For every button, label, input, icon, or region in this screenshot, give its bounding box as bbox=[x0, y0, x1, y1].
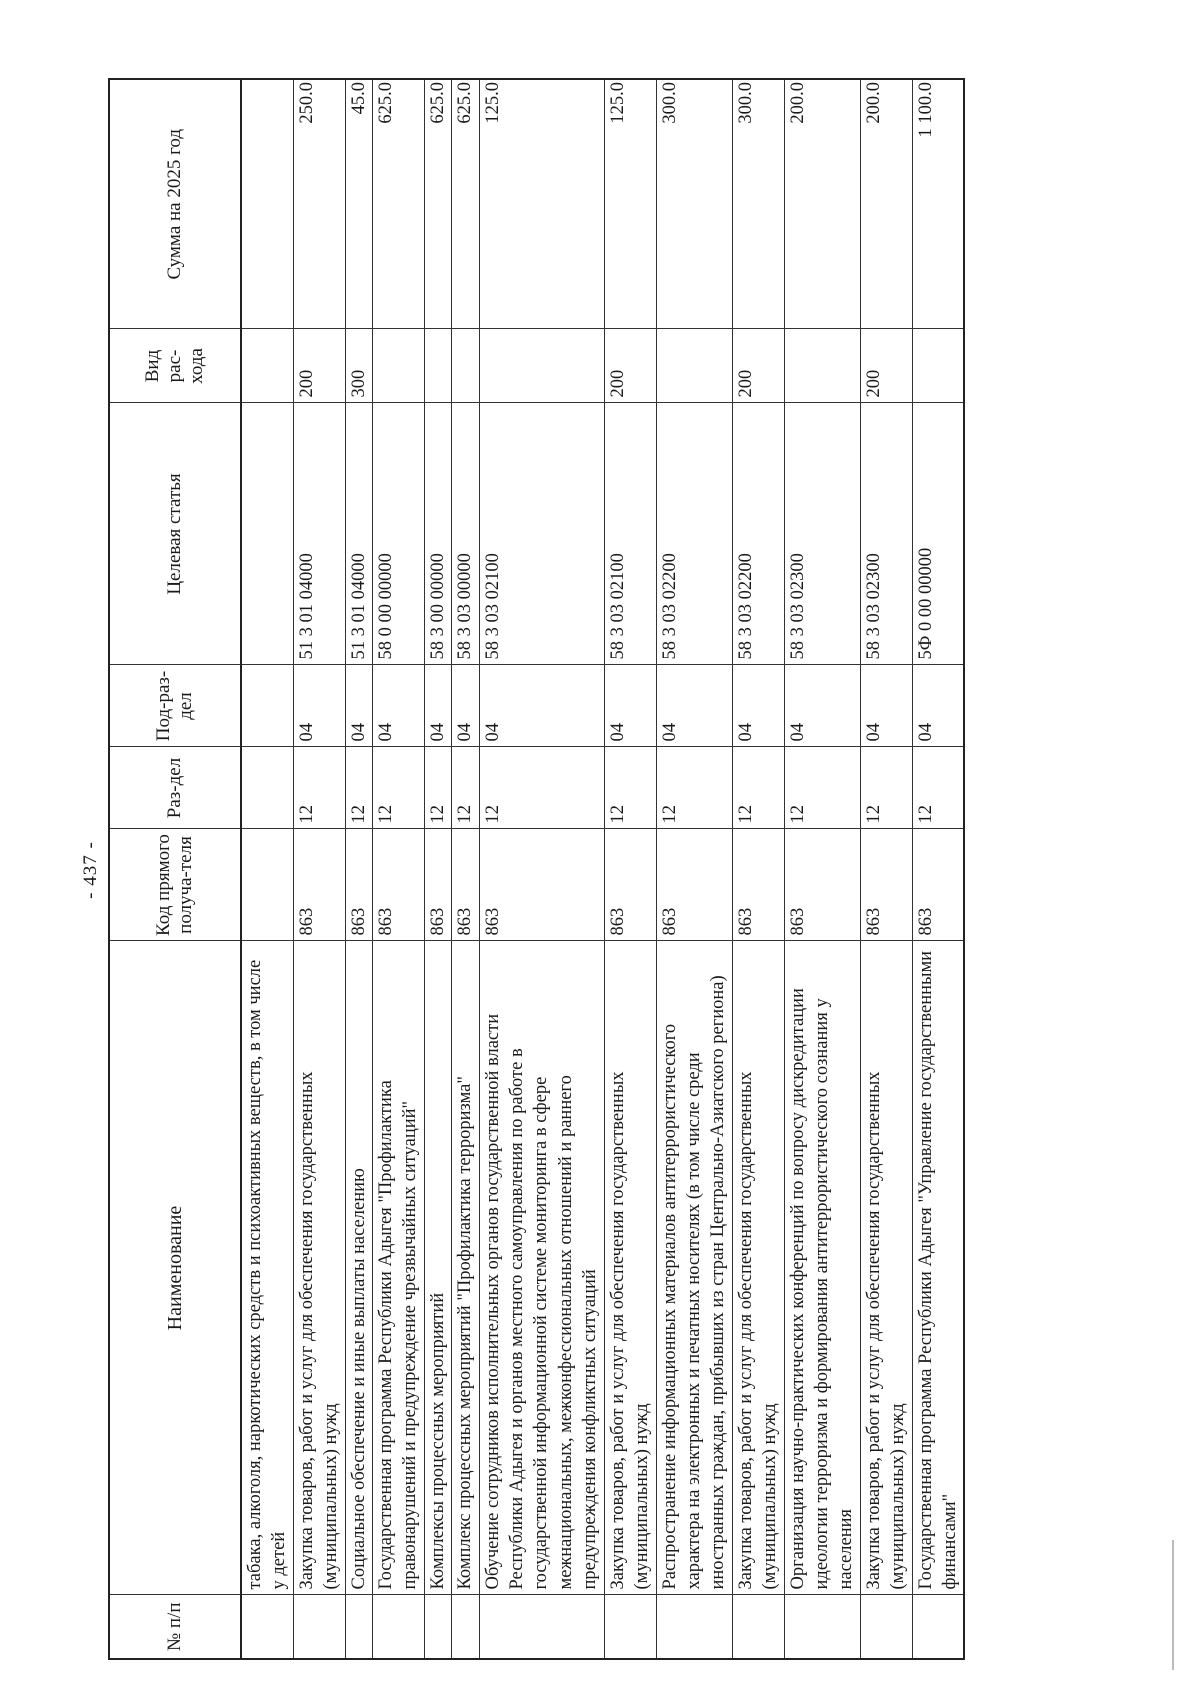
cell-celevaya: 58 3 03 02200 bbox=[732, 403, 784, 665]
cell-vid bbox=[241, 329, 293, 403]
header-razdel: Раз-дел bbox=[109, 747, 241, 829]
cell-celevaya: 5Ф 0 00 00000 bbox=[912, 403, 964, 665]
cell-razdel: 12 bbox=[373, 747, 425, 829]
table-row bbox=[912, 79, 964, 1659]
cell-no bbox=[732, 1595, 784, 1659]
cell-podrazdel: 04 bbox=[293, 665, 345, 747]
cell-name: Распространение информационных материалов антитеррористического характера на электронных и печатных носителях (в том числе среди иностранных граждан, прибывших из стран Центрально-Азиатского региона) bbox=[656, 941, 732, 1595]
cell-razdel: 12 bbox=[479, 747, 604, 829]
cell-razdel: 12 bbox=[424, 747, 451, 829]
cell-celevaya: 58 0 00 00000 bbox=[373, 403, 425, 665]
cell-name: Закупка товаров, работ и услуг для обеспечения государственных (муниципальных) нужд bbox=[732, 941, 784, 1595]
cell-summa: 300.0 bbox=[656, 79, 732, 329]
cell-code: 863 bbox=[912, 829, 964, 941]
cell-no bbox=[479, 1595, 604, 1659]
cell-razdel: 12 bbox=[452, 747, 479, 829]
cell-summa: 45.0 bbox=[345, 79, 372, 329]
table-row bbox=[424, 79, 451, 1659]
cell-vid bbox=[479, 329, 604, 403]
budget-table bbox=[108, 78, 965, 1660]
header-code: Код прямого получа-теля bbox=[109, 829, 241, 941]
cell-summa: 625.0 bbox=[452, 79, 479, 329]
table-body bbox=[241, 79, 964, 1659]
cell-celevaya: 58 3 03 02300 bbox=[784, 403, 860, 665]
cell-razdel: 12 bbox=[732, 747, 784, 829]
table-row bbox=[241, 79, 293, 1659]
cell-code: 863 bbox=[452, 829, 479, 941]
cell-no bbox=[656, 1595, 732, 1659]
cell-podrazdel: 04 bbox=[860, 665, 912, 747]
cell-celevaya: 51 3 01 04000 bbox=[345, 403, 372, 665]
cell-code: 863 bbox=[293, 829, 345, 941]
cell-podrazdel: 04 bbox=[732, 665, 784, 747]
cell-name: Комплексы процессных мероприятий bbox=[424, 941, 451, 1595]
cell-celevaya: 58 3 03 00000 bbox=[452, 403, 479, 665]
cell-celevaya: 58 3 03 02100 bbox=[479, 403, 604, 665]
cell-podrazdel bbox=[241, 665, 293, 747]
table-row bbox=[732, 79, 784, 1659]
cell-celevaya: 58 3 00 00000 bbox=[424, 403, 451, 665]
cell-podrazdel: 04 bbox=[424, 665, 451, 747]
table-row bbox=[293, 79, 345, 1659]
cell-vid: 200 bbox=[860, 329, 912, 403]
cell-razdel: 12 bbox=[293, 747, 345, 829]
cell-vid bbox=[373, 329, 425, 403]
header-celevaya: Целевая статья bbox=[109, 403, 241, 665]
cell-summa: 300.0 bbox=[732, 79, 784, 329]
cell-celevaya: 58 3 03 02100 bbox=[604, 403, 656, 665]
cell-summa: 625.0 bbox=[424, 79, 451, 329]
cell-celevaya: 51 3 01 04000 bbox=[293, 403, 345, 665]
cell-code: 863 bbox=[860, 829, 912, 941]
cell-podrazdel: 04 bbox=[656, 665, 732, 747]
cell-vid bbox=[424, 329, 451, 403]
header-no: № п/п bbox=[109, 1595, 241, 1659]
cell-summa: 125.0 bbox=[604, 79, 656, 329]
cell-razdel: 12 bbox=[604, 747, 656, 829]
cell-summa bbox=[241, 79, 293, 329]
cell-podrazdel: 04 bbox=[912, 665, 964, 747]
cell-no bbox=[345, 1595, 372, 1659]
cell-code: 863 bbox=[732, 829, 784, 941]
cell-code: 863 bbox=[784, 829, 860, 941]
cell-razdel: 12 bbox=[345, 747, 372, 829]
table-row bbox=[860, 79, 912, 1659]
cell-name: Закупка товаров, работ и услуг для обеспечения государственных (муниципальных) нужд bbox=[860, 941, 912, 1595]
cell-vid bbox=[656, 329, 732, 403]
cell-name: Обучение сотрудников исполнительных органов государственной власти Республики Адыгея и органов местного самоуправления по работе в государственной информационной системе мониторинга в сфере межнациональных, межконфессиональных отношений и раннего предупреждения конфликтных ситуаций bbox=[479, 941, 604, 1595]
cell-name: Закупка товаров, работ и услуг для обеспечения государственных (муниципальных) нужд bbox=[293, 941, 345, 1595]
table-row bbox=[479, 79, 604, 1659]
header-name: Наименование bbox=[109, 941, 241, 1595]
cell-vid bbox=[912, 329, 964, 403]
cell-celevaya bbox=[241, 403, 293, 665]
cell-code: 863 bbox=[604, 829, 656, 941]
cell-vid: 200 bbox=[604, 329, 656, 403]
cell-podrazdel: 04 bbox=[784, 665, 860, 747]
table-row bbox=[452, 79, 479, 1659]
cell-code: 863 bbox=[345, 829, 372, 941]
cell-code: 863 bbox=[656, 829, 732, 941]
cell-name: Государственная программа Республики Адыгея "Управление государственными финансами" bbox=[912, 941, 964, 1595]
header-podrazdel: Под-раз-дел bbox=[109, 665, 241, 747]
cell-no bbox=[424, 1595, 451, 1659]
table-row bbox=[604, 79, 656, 1659]
cell-podrazdel: 04 bbox=[479, 665, 604, 747]
cell-podrazdel: 04 bbox=[452, 665, 479, 747]
cell-summa: 1 100.0 bbox=[912, 79, 964, 329]
cell-razdel: 12 bbox=[860, 747, 912, 829]
cell-vid bbox=[784, 329, 860, 403]
cell-no bbox=[912, 1595, 964, 1659]
cell-summa: 625.0 bbox=[373, 79, 425, 329]
cell-no bbox=[241, 1595, 293, 1659]
cell-podrazdel: 04 bbox=[604, 665, 656, 747]
cell-name: Комплекс процессных мероприятий "Профилактика терроризма" bbox=[452, 941, 479, 1595]
cell-code: 863 bbox=[424, 829, 451, 941]
cell-name: табака, алкоголя, наркотических средств и психоактивных веществ, в том числе у детей bbox=[241, 941, 293, 1595]
cell-summa: 200.0 bbox=[860, 79, 912, 329]
table-row bbox=[656, 79, 732, 1659]
cell-name: Организация научно-практических конференций по вопросу дискредитации идеологии терроризма и формирования антитеррористического сознания у населения bbox=[784, 941, 860, 1595]
cell-no bbox=[452, 1595, 479, 1659]
cell-no bbox=[604, 1595, 656, 1659]
cell-vid bbox=[452, 329, 479, 403]
cell-name: Закупка товаров, работ и услуг для обеспечения государственных (муниципальных) нужд bbox=[604, 941, 656, 1595]
cell-celevaya: 58 3 03 02200 bbox=[656, 403, 732, 665]
page-number: - 437 - bbox=[80, 841, 101, 899]
cell-no bbox=[293, 1595, 345, 1659]
cell-summa: 125.0 bbox=[479, 79, 604, 329]
table-row bbox=[345, 79, 372, 1659]
rotated-page bbox=[80, 80, 1020, 1660]
scan-artifact bbox=[1172, 1540, 1174, 1670]
header-vid: Вид рас-хода bbox=[109, 329, 241, 403]
cell-razdel: 12 bbox=[656, 747, 732, 829]
cell-vid: 200 bbox=[732, 329, 784, 403]
cell-celevaya: 58 3 03 02300 bbox=[860, 403, 912, 665]
cell-summa: 200.0 bbox=[784, 79, 860, 329]
cell-vid: 200 bbox=[293, 329, 345, 403]
cell-summa: 250.0 bbox=[293, 79, 345, 329]
cell-name: Государственная программа Республики Адыгея "Профилактика правонарушений и предупреждение чрезвычайных ситуаций" bbox=[373, 941, 425, 1595]
cell-name: Социальное обеспечение и иные выплаты населению bbox=[345, 941, 372, 1595]
cell-code: 863 bbox=[373, 829, 425, 941]
cell-podrazdel: 04 bbox=[373, 665, 425, 747]
cell-no bbox=[784, 1595, 860, 1659]
header-summa: Сумма на 2025 год bbox=[109, 79, 241, 329]
cell-razdel bbox=[241, 747, 293, 829]
table-row bbox=[373, 79, 425, 1659]
cell-razdel: 12 bbox=[784, 747, 860, 829]
cell-no bbox=[373, 1595, 425, 1659]
cell-no bbox=[860, 1595, 912, 1659]
cell-razdel: 12 bbox=[912, 747, 964, 829]
cell-vid: 300 bbox=[345, 329, 372, 403]
table-row bbox=[784, 79, 860, 1659]
cell-code bbox=[241, 829, 293, 941]
cell-podrazdel: 04 bbox=[345, 665, 372, 747]
cell-code: 863 bbox=[479, 829, 604, 941]
table-header bbox=[109, 79, 241, 1659]
